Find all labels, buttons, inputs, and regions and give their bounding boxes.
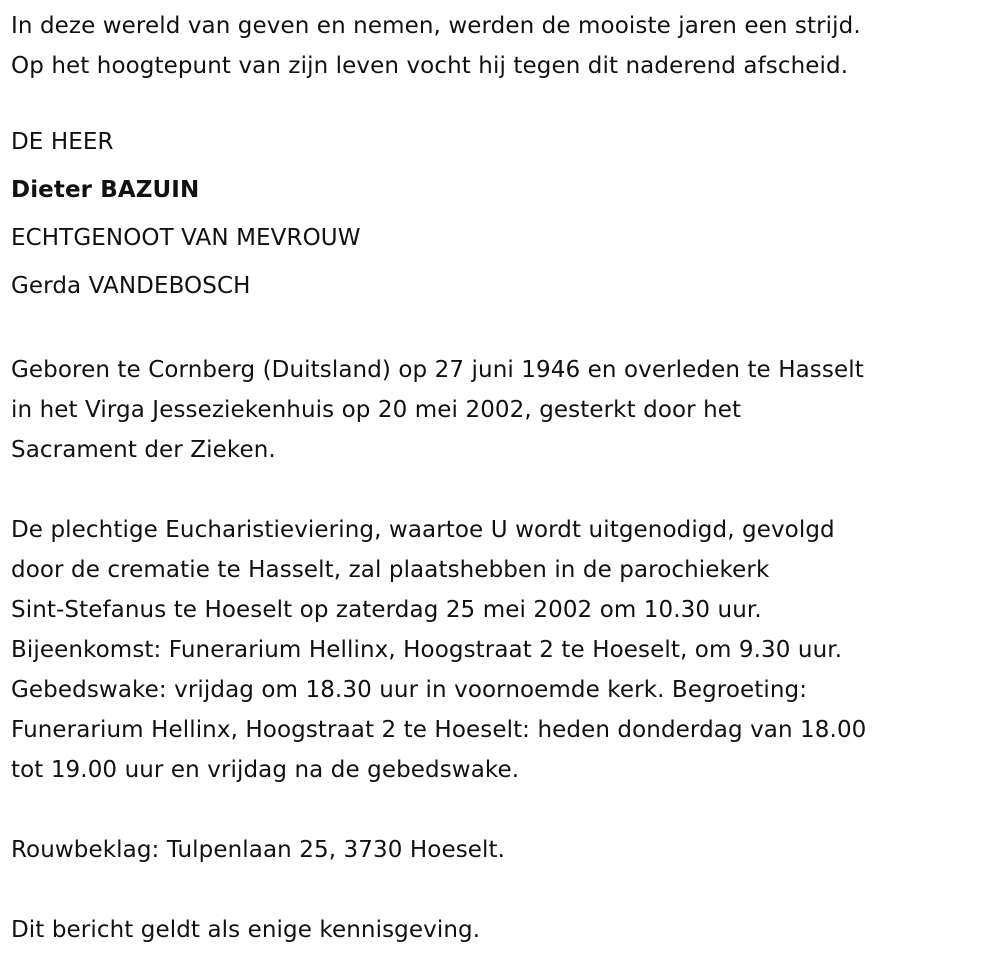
intro-line: In deze wereld van geven en nemen, werden de mooiste jaren een strijd.: [11, 13, 861, 39]
intro-verse: [11, 6, 996, 86]
paragraph-line: Gebedswake: vrijdag om 18.30 uur in voornoemde kerk. Begroeting:: [11, 677, 808, 703]
paragraph-line: Funerarium Hellinx, Hoogstraat 2 te Hoeselt: heden donderdag van 18.00: [11, 717, 867, 743]
person-block: [11, 118, 996, 310]
ceremony-paragraph: [11, 510, 996, 790]
paragraph-line: Sint-Stefanus te Hoeselt op zaterdag 25 mei 2002 om 10.30 uur.: [11, 597, 762, 623]
obituary-notice: [11, 0, 996, 950]
paragraph-line: tot 19.00 uur en vrijdag na de gebedswake.: [11, 757, 520, 783]
paragraph-line: Bijeenkomst: Funerarium Hellinx, Hoogstraat 2 te Hoeselt, om 9.30 uur.: [11, 637, 843, 663]
birth-death-paragraph: [11, 350, 996, 470]
paragraph-line: Sacrament der Zieken.: [11, 437, 276, 463]
condolences-paragraph: [11, 830, 996, 870]
spouse-label: ECHTGENOOT VAN MEVROUW: [11, 225, 361, 251]
condolences-address: Rouwbeklag: Tulpenlaan 25, 3730 Hoeselt.: [11, 837, 506, 863]
notice-text: Dit bericht geldt als enige kennisgeving.: [11, 917, 481, 943]
spouse-name: Gerda VANDEBOSCH: [11, 273, 251, 299]
paragraph-line: door de crematie te Hasselt, zal plaatshebben in de parochiekerk: [11, 557, 770, 583]
honorific: DE HEER: [11, 129, 114, 155]
intro-line: Op het hoogtepunt van zijn leven vocht hij tegen dit naderend afscheid.: [11, 53, 849, 79]
paragraph-line: Geboren te Cornberg (Duitsland) op 27 juni 1946 en overleden te Hasselt: [11, 357, 864, 383]
paragraph-line: in het Virga Jesseziekenhuis op 20 mei 2002, gesterkt door het: [11, 397, 742, 423]
paragraph-line: De plechtige Eucharistieviering, waartoe U wordt uitgenodigd, gevolgd: [11, 517, 835, 543]
deceased-name: Dieter BAZUIN: [11, 177, 200, 203]
notice-paragraph: [11, 910, 996, 950]
